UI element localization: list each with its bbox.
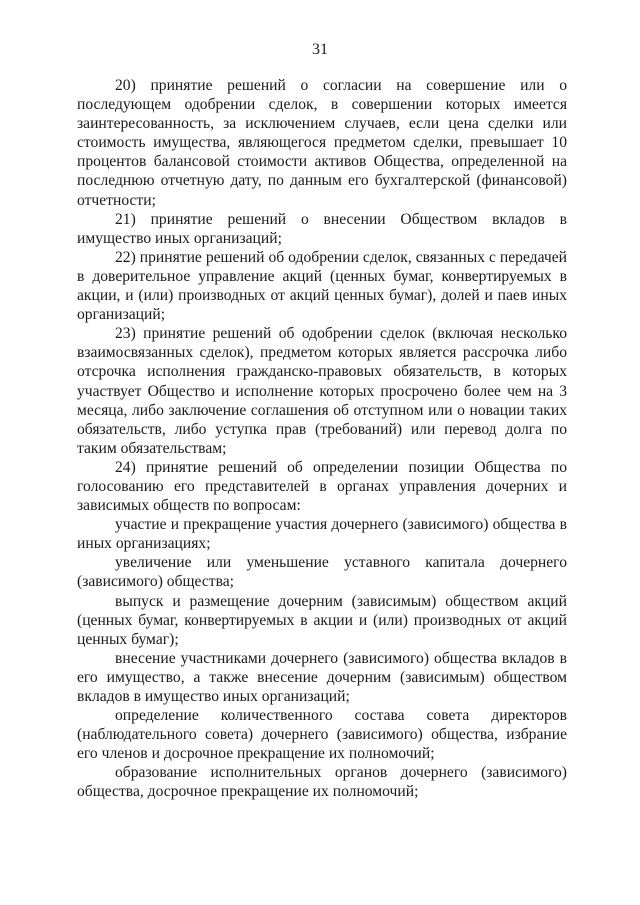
sub-item-executive-bodies: образование исполнительных органов дочернего (зависимого) общества, досрочное прекращение их полномочий; [77, 764, 567, 801]
document-body [77, 76, 567, 802]
paragraph-item-22: 22) принятие решений об одобрении сделок, связанных с передачей в доверительное управление акций (ценных бумаг, конвертируемых в акции, и (или) производных от акций ценных бумаг), долей и паев иных организаций; [77, 248, 567, 324]
page-number: 31 [312, 41, 328, 58]
paragraph-item-21: 21) принятие решений о внесении Обществом вкладов в имущество иных организаций; [77, 210, 567, 247]
sub-item-contributions: внесение участниками дочернего (зависимого) общества вкладов в его имущество, а также внесение дочерним (зависимым) обществом вкладов в имущество иных организаций; [77, 649, 567, 705]
paragraph-item-23: 23) принятие решений об одобрении сделок (включая несколько взаимосвязанных сделок), предметом которых является рассрочка либо отсрочка исполнения гражданско-правовых обязательств, в которых участвует Общество и исполнение которых просрочено более чем на 3 месяца, либо заключение соглашения об отступном или о новации таких обязательств, либо уступка прав (требований) или перевод долга по таким обязательствам; [77, 325, 567, 457]
paragraph-item-20: 20) принятие решений о согласии на совершение или о последующем одобрении сделок, в совершении которых имеется заинтересованность, за исключением случаев, если цена сделки или стоимость имущества, являющегося предметом сделки, превышает 10 процентов балансовой стоимости активов Общества, определенной на последнюю отчетную дату, по данным его бухгалтерской (финансовой) отчетности; [77, 77, 567, 209]
sub-item-participation: участие и прекращение участия дочернего (зависимого) общества в иных организациях; [77, 516, 567, 553]
sub-item-share-issue: выпуск и размещение дочерним (зависимым) обществом акций (ценных бумаг, конвертируемых в акции и (или) производных от акций ценных бумаг); [77, 592, 567, 648]
sub-item-board-composition: определение количественного состава совета директоров (наблюдательного совета) дочернего (зависимого) общества, избрание его членов и досрочное прекращение их полномочий; [77, 707, 567, 763]
paragraph-item-24: 24) принятие решений об определении позиции Общества по голосованию его представителей в органах управления дочерних и зависимых обществ по вопросам: [77, 458, 567, 515]
sub-item-capital-change: увеличение или уменьшение уставного капитала дочернего (зависимого) общества; [77, 554, 567, 591]
